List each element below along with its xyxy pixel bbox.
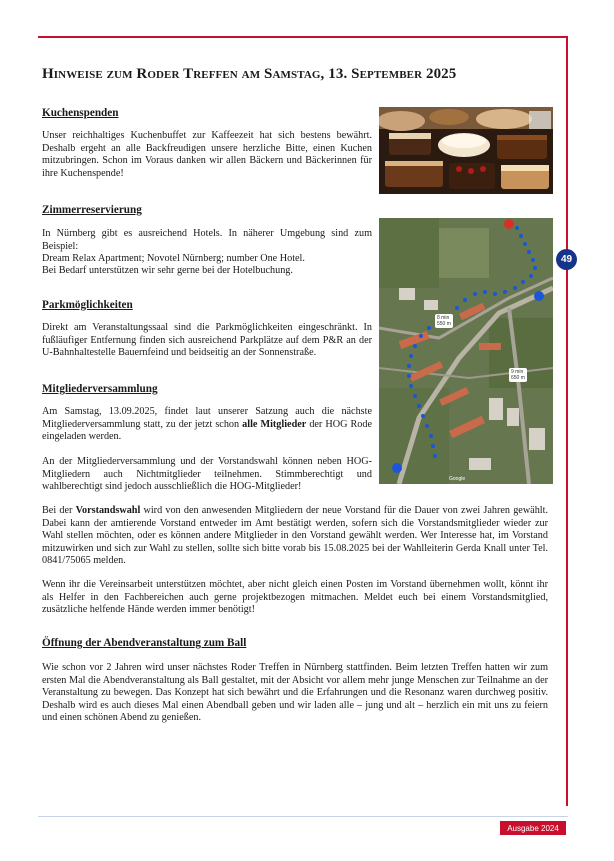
- heading-zimmerreservierung: Zimmerreservierung: [42, 204, 142, 216]
- heading-abendveranstaltung: Öffnung der Abendveranstaltung zum Ball: [42, 637, 247, 649]
- text-zimmer-help: Bei Bedarf unterstützen wir sehr gerne bei der Hotelbuchung.: [42, 265, 293, 276]
- right-border-line: [566, 36, 568, 806]
- text-kuchenspenden: Unser reichhaltiges Kuchenbuffet zur Kaffeezeit hat sich bestens bewährt. Deshalb ergeht an alle Backfreudigen unsere herzliche Bitte, einen Kuchen mitzubringen. Schon im Voraus danken wir allen Bäckern und Bäckerinnen für ihre Kuchenspende!: [42, 130, 372, 179]
- page-number-badge: 49: [556, 249, 577, 270]
- heading-kuchenspenden: Kuchenspenden: [42, 107, 119, 119]
- walk-time-1: 8 min 550 m: [437, 315, 451, 327]
- text-helfer: Wenn ihr die Vereinsarbeit unterstützen möchtet, aber nicht gleich einen Posten im Vorstand übernehmen wollt, könnt ihr als Helfer in den Fachbereichen auch gerne projektbezogen mitmachen. Meldet euch bei einem Vorstandsmitglied, zusätzliche helfende Hände werden immer benötigt!: [42, 579, 548, 616]
- page-title: Hinweise zum Roder Treffen am Samstag, 13. September 2025: [42, 66, 457, 82]
- text-abendveranstaltung: Wie schon vor 2 Jahren wird unser nächstes Roder Treffen in Nürnberg stattfinden. Beim letzten Treffen hatten wir zum ersten Mal die Abendveranstaltung als Ball gestaltet, mit der Absicht vor allem mehr junge Menschen zur Teilnahme an der Veranstaltung zu bewegen. Das Konzept hat sich bewährt und die Erfahrungen und die Resonanz waren durchweg positiv. Deshalb wird es auch dieses Mal einen Abendball geben und wir laden alle – jung und alt – herzlich ein mit uns zu feiern und einen schönen Abend zu genießen.: [42, 662, 548, 724]
- text-parkmoeglichkeiten: Direkt am Veranstaltungssaal sind die Parkmöglichkeiten eingeschränkt. In fußläufiger Entfernung finden sich ausreichend Parkplätze auf dem P&R an der U-Bahnhaltestelle Bauernfeind und beidseitig an der Sonnenstraße.: [42, 322, 372, 359]
- issue-label: Ausgabe 2024: [500, 821, 566, 835]
- text-mitglieder-voting: An der Mitgliederversammlung und der Vorstandswahl können neben HOG-Mitgliedern auch Nichtmitglieder teilnehmen. Stimmberechtigt und wahlberechtigt sind jedoch ausschließlich die HOG-Mitglieder!: [42, 456, 372, 493]
- svg-text:Google: Google: [449, 476, 466, 482]
- top-border-line: [38, 36, 568, 38]
- walk-time-2: 9 min 650 m: [511, 369, 525, 381]
- route-map: [379, 218, 553, 484]
- text-zimmer-hotels: Dream Relax Apartment; Novotel Nürnberg; number One Hotel.: [42, 253, 305, 264]
- text-vorstandswahl: Bei der Vorstandswahl wird von den anwesenden Mitgliedern der neue Vorstand für die Dauer von zwei Jahren gewählt. Dabei kann der amtierende Vorstand entweder im Amt bestätigt werden, sofern sich die Vorstandsmitglieder wieder zur Wahl stellen möchten, oder es können andere Mitglieder in den Vorstand gewählt werden. Wer Interesse hat, im Vorstand mitzuwirken und sich zur Wahl zu stellen, sollte sich bitte vorab bis 15.08.2025 bei der Wahlleiterin Gerda Knall unter Tel. 0841/75065 melden.: [42, 505, 549, 567]
- footer-line: [38, 816, 568, 817]
- text-zimmer-intro: In Nürnberg gibt es ausreichend Hotels. In näherer Umgebung sind zum Beispiel:: [42, 228, 372, 252]
- text-mitglieder-invitation: Am Samstag, 13.09.2025, findet laut unserer Satzung auch die nächste Mitgliederversammlung statt, zu der jetzt schon alle Mitglieder der HOG Rode eingeladen werden.: [42, 406, 372, 443]
- heading-parkmoeglichkeiten: Parkmöglichkeiten: [42, 299, 133, 311]
- cake-buffet-photo: [379, 107, 553, 194]
- heading-mitgliederversammlung: Mitgliederversammlung: [42, 383, 158, 395]
